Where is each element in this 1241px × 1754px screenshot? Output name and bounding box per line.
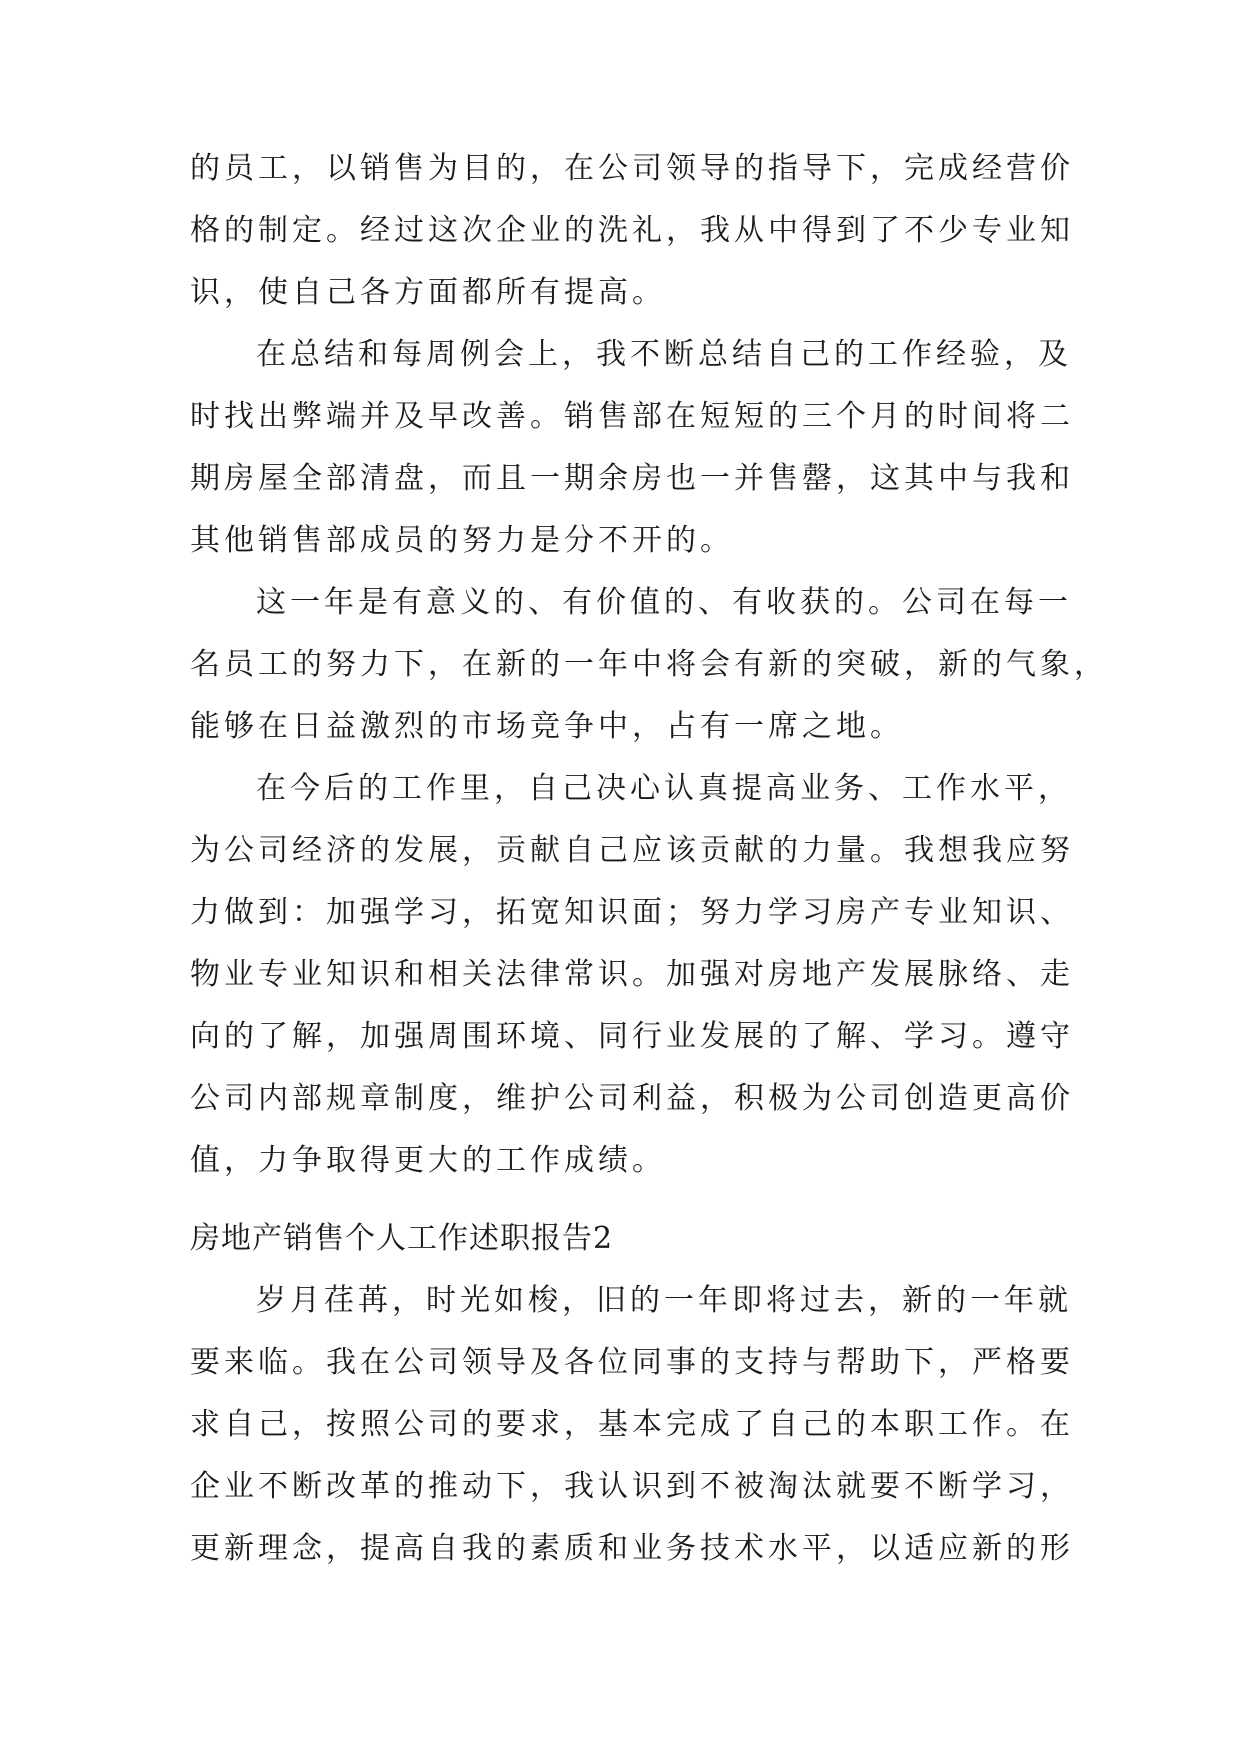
text-line: 向的了解，加强周围环境、同行业发展的了解、学习。遵守 bbox=[190, 1019, 1074, 1054]
text-line: 公司内部规章制度，维护公司利益，积极为公司创造更高价 bbox=[190, 1081, 1074, 1116]
text-line: 力做到：加强学习，拓宽知识面；努力学习房产专业知识、 bbox=[190, 895, 1074, 930]
text-line: 更新理念，提高自我的素质和业务技术水平，以适应新的形 bbox=[190, 1531, 1074, 1566]
text-line: 名员工的努力下，在新的一年中将会有新的突破，新的气象， bbox=[190, 647, 1108, 682]
section-title: 房地产销售个人工作述职报告2 bbox=[190, 1221, 614, 1256]
text-line: 期房屋全部清盘，而且一期余房也一并售罄，这其中与我和 bbox=[190, 461, 1074, 496]
body-text-bottom bbox=[190, 1270, 1074, 1580]
text-line: 求自己，按照公司的要求，基本完成了自己的本职工作。在 bbox=[190, 1407, 1074, 1442]
text-line: 其他销售部成员的努力是分不开的。 bbox=[190, 523, 734, 558]
text-line: 要来临。我在公司领导及各位同事的支持与帮助下，严格要 bbox=[190, 1345, 1074, 1380]
text-line: 格的制定。经过这次企业的洗礼，我从中得到了不少专业知 bbox=[190, 213, 1074, 248]
text-line: 为公司经济的发展，贡献自己应该贡献的力量。我想我应努 bbox=[190, 833, 1074, 868]
text-line: 时找出弊端并及早改善。销售部在短短的三个月的时间将二 bbox=[190, 399, 1074, 434]
text-line: 在总结和每周例会上，我不断总结自己的工作经验，及 bbox=[256, 337, 1072, 372]
text-line: 企业不断改革的推动下，我认识到不被淘汰就要不断学习， bbox=[190, 1469, 1074, 1504]
text-line: 在今后的工作里，自己决心认真提高业务、工作水平， bbox=[256, 771, 1072, 806]
text-line: 物业专业知识和相关法律常识。加强对房地产发展脉络、走 bbox=[190, 957, 1074, 992]
text-line: 能够在日益激烈的市场竞争中，占有一席之地。 bbox=[190, 709, 904, 744]
text-line: 识，使自己各方面都所有提高。 bbox=[190, 275, 666, 310]
text-line: 这一年是有意义的、有价值的、有收获的。公司在每一 bbox=[256, 585, 1072, 620]
text-line: 值，力争取得更大的工作成绩。 bbox=[190, 1143, 666, 1178]
text-line: 岁月荏苒，时光如梭，旧的一年即将过去，新的一年就 bbox=[256, 1283, 1072, 1318]
body-text-top bbox=[190, 138, 1108, 1192]
text-line: 的员工，以销售为目的，在公司领导的指导下，完成经营价 bbox=[190, 151, 1074, 186]
